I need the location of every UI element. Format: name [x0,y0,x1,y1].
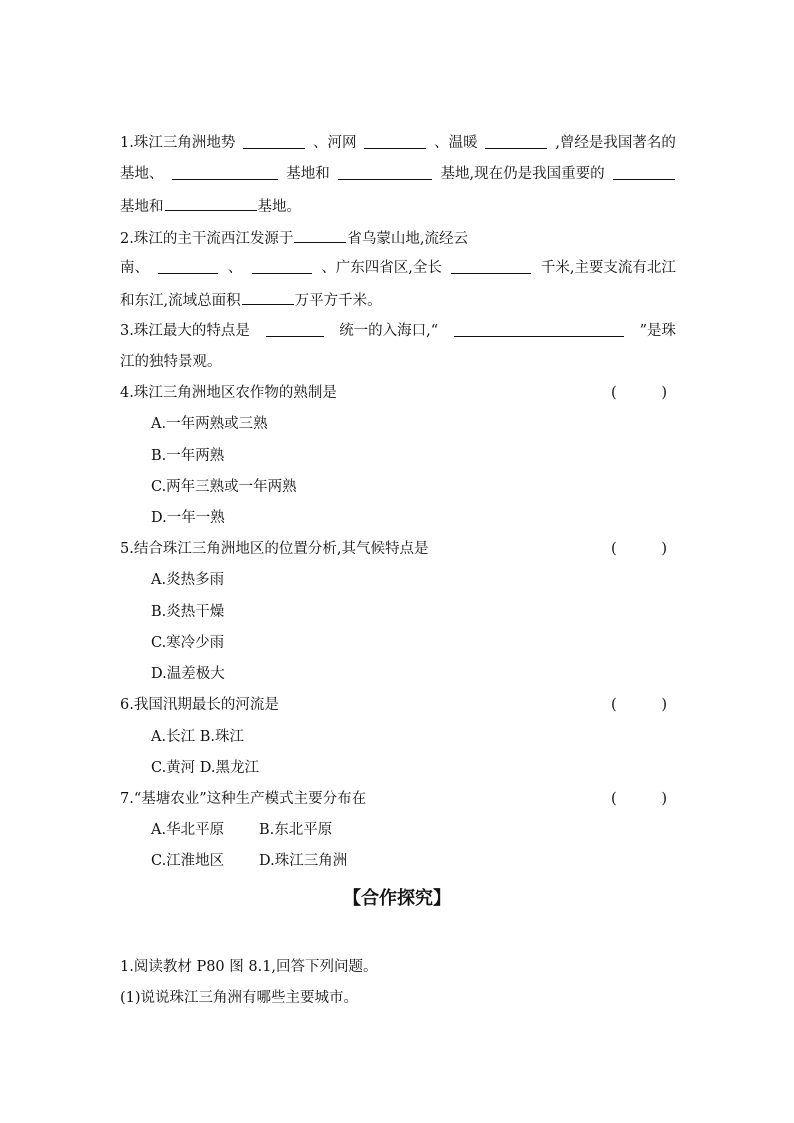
q2-text: 南、 [120,260,149,276]
answer-paren[interactable] [611,787,667,811]
q1-line-3 [120,193,676,217]
q1-text: 、温暖 [434,135,478,151]
answer-blank[interactable] [485,131,547,149]
paren-open: ( [611,697,617,713]
answer-paren[interactable] [611,537,667,561]
q1-text: 基地、 [120,166,164,182]
q6-option[interactable]: A.长江 B.珠江 [151,729,244,745]
answer-blank[interactable] [613,162,675,180]
q2-text: 、广东四省区,全长 [321,260,442,276]
section-heading: 【合作探究】 [343,888,451,909]
q4-option[interactable]: D.一年一熟 [151,510,225,526]
paren-close: ) [661,541,667,557]
q3-text: 3.珠江最大的特点是 [120,323,250,339]
answer-paren[interactable] [611,381,667,405]
paren-close: ) [661,791,667,807]
answer-blank[interactable] [158,256,218,274]
q1-text: 基地,现在仍是我国重要的 [440,166,605,182]
q5-option[interactable]: C.寒冷少雨 [151,635,225,651]
q2-text: 、 [227,260,243,276]
q3-text: 江的独特景观。 [120,354,222,370]
q2-line-1 [120,225,676,249]
q3-text: ”是珠 [639,323,676,339]
q7-option-row [151,849,707,873]
answer-blank[interactable] [172,162,278,180]
q7-option[interactable]: C.江淮地区 [151,853,225,869]
q1-line-1 [120,131,676,155]
q2-text: 和东江,流域总面积 [120,293,241,309]
q4-option[interactable]: A.一年两熟或三熟 [151,416,268,432]
q2-line-2 [120,256,676,280]
q1-text: 、河网 [313,135,357,151]
section-question: 1.阅读教材 P80 图 8.1,回答下列问题。 [120,959,378,975]
q7-option[interactable]: D.珠江三角洲 [259,853,348,869]
q5-stem: 5.结合珠江三角洲地区的位置分析,其气候特点是 [120,541,429,557]
answer-blank[interactable] [165,193,257,211]
q4-stem: 4.珠江三角洲地区农作物的熟制是 [120,385,337,401]
q2-text: 省乌蒙山地,流经云 [347,231,468,247]
q1-text: 基地和 [286,166,330,182]
q4-option[interactable]: C.两年三熟或一年两熟 [151,479,297,495]
paren-open: ( [611,385,617,401]
q3-text: 统一的入海口,“ [339,323,439,339]
q2-text: 千米,主要支流有北江 [540,260,676,276]
q1-text: 1.珠江三角洲地势 [120,135,236,151]
q2-text: 万平方千米。 [294,293,382,309]
paren-open: ( [611,541,617,557]
answer-paren[interactable] [611,693,667,717]
answer-blank[interactable] [364,131,426,149]
answer-blank[interactable] [338,162,432,180]
q3-line-2 [120,350,676,374]
q7-option[interactable]: B.东北平原 [259,822,333,838]
section-subquestion: (1)说说珠江三角洲有哪些主要城市。 [120,990,359,1006]
answer-blank[interactable] [243,131,305,149]
q5-option[interactable]: D.温差极大 [151,666,225,682]
paren-open: ( [611,791,617,807]
answer-blank[interactable] [242,287,294,305]
q1-line-2 [120,162,676,186]
q1-text: 基地。 [257,199,301,215]
answer-blank[interactable] [294,225,346,243]
answer-blank[interactable] [266,319,324,337]
q5-option[interactable]: A.炎热多雨 [151,572,225,588]
q6-stem: 6.我国汛期最长的河流是 [120,697,279,713]
q7-stem: 7.“基塘农业”这种生产模式主要分布在 [120,791,367,807]
answer-blank[interactable] [451,256,531,274]
answer-blank[interactable] [454,319,624,337]
q1-text: ,曾经是我国著名的 [555,135,676,151]
q5-option[interactable]: B.炎热干燥 [151,604,225,620]
paren-close: ) [661,697,667,713]
q2-line-3 [120,287,676,311]
q4-option[interactable]: B.一年两熟 [151,448,225,464]
q7-option-row [151,818,707,842]
paren-close: ) [661,385,667,401]
q1-text: 基地和 [120,199,164,215]
q3-line-1 [120,319,676,343]
q7-option[interactable]: A.华北平原 [151,822,225,838]
answer-blank[interactable] [252,256,312,274]
q2-text: 2.珠江的主干流西江发源于 [120,231,294,247]
q6-option[interactable]: C.黄河 D.黑龙江 [151,760,260,776]
